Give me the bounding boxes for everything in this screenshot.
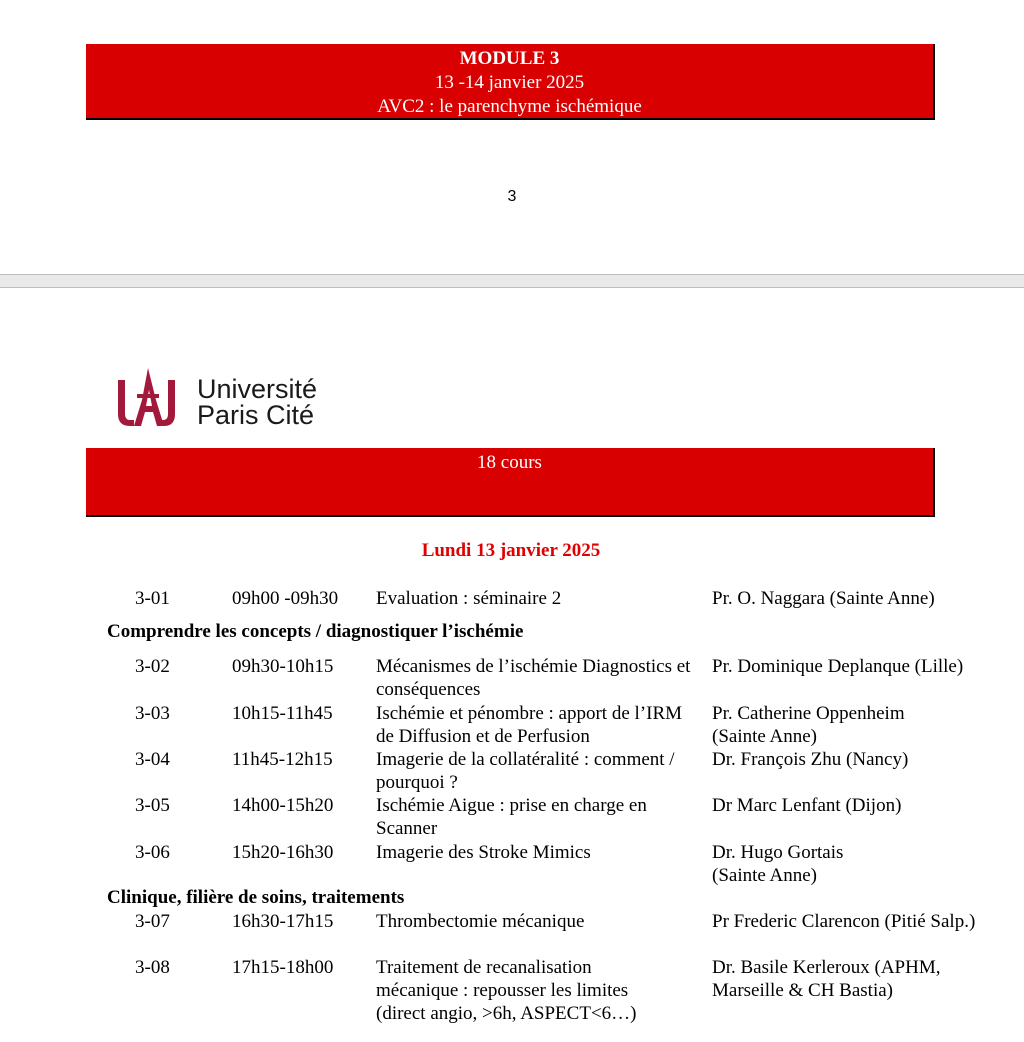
course-time: 10h15-11h45 <box>232 703 333 724</box>
course-speaker: Pr. O. Naggara (Sainte Anne) <box>712 588 935 609</box>
module-subject: AVC2 : le parenchyme ischémique <box>377 96 642 117</box>
course-code: 3-02 <box>135 656 170 677</box>
course-code: 3-01 <box>135 588 170 609</box>
page-separator <box>0 274 1024 288</box>
course-title: Ischémie et pénombre : apport de l’IRM de Diffusion et de Perfusion <box>376 703 683 747</box>
logo-line-1: Université <box>197 374 318 404</box>
module-dates: 13 -14 janvier 2025 <box>434 72 585 93</box>
course-title: Ischémie Aigue : prise en charge en Scanner <box>376 795 647 839</box>
document-page-2 <box>0 288 1024 1042</box>
course-title: Imagerie des Stroke Mimics <box>376 842 591 863</box>
university-emblem-icon <box>112 366 182 432</box>
course-time: 17h15-18h00 <box>232 957 334 978</box>
courses-count: 18 cours <box>477 452 542 473</box>
module-title: MODULE 3 <box>459 48 560 69</box>
course-speaker: Pr. Catherine Oppenheim (Sainte Anne) <box>712 703 905 747</box>
course-speaker: Dr. Basile Kerleroux (APHM, Marseille & CH Bastia) <box>712 957 941 1001</box>
course-title: Imagerie de la collatéralité : comment / pourquoi ? <box>376 749 675 793</box>
course-code: 3-06 <box>135 842 170 863</box>
course-speaker: Dr Marc Lenfant (Dijon) <box>712 795 902 816</box>
course-speaker: Pr. Dominique Deplanque (Lille) <box>712 656 964 677</box>
university-logo <box>112 366 352 436</box>
course-title: Traitement de recanalisation mécanique : repousser les limites (direct angio, >6h, ASPECT<6…) <box>376 957 637 1024</box>
course-time: 09h00 -09h30 <box>232 588 339 609</box>
course-speaker: Pr Frederic Clarencon (Pitié Salp.) <box>712 911 976 932</box>
module-banner <box>86 44 935 120</box>
course-code: 3-07 <box>135 911 170 932</box>
course-title: Mécanismes de l’ischémie Diagnostics et conséquences <box>376 656 691 700</box>
course-code: 3-05 <box>135 795 170 816</box>
section-heading: Clinique, filière de soins, traitements <box>107 887 405 908</box>
course-speaker: Dr. François Zhu (Nancy) <box>712 749 909 770</box>
course-time: 14h00-15h20 <box>232 795 334 816</box>
logo-line-2: Paris Cité <box>197 400 315 430</box>
course-time: 16h30-17h15 <box>232 911 334 932</box>
course-time: 09h30-10h15 <box>232 656 334 677</box>
page-number: 3 <box>507 188 517 205</box>
course-code: 3-08 <box>135 957 170 978</box>
section-heading: Comprendre les concepts / diagnostiquer l’ischémie <box>107 621 524 642</box>
course-speaker: Dr. Hugo Gortais (Sainte Anne) <box>712 842 844 886</box>
day-title: Lundi 13 janvier 2025 <box>421 540 601 561</box>
courses-banner <box>86 448 935 517</box>
course-title: Evaluation : séminaire 2 <box>376 588 562 609</box>
course-code: 3-04 <box>135 749 170 770</box>
course-time: 11h45-12h15 <box>232 749 333 770</box>
course-title: Thrombectomie mécanique <box>376 911 585 932</box>
course-time: 15h20-16h30 <box>232 842 334 863</box>
document-page-1 <box>0 0 1024 274</box>
course-code: 3-03 <box>135 703 170 724</box>
